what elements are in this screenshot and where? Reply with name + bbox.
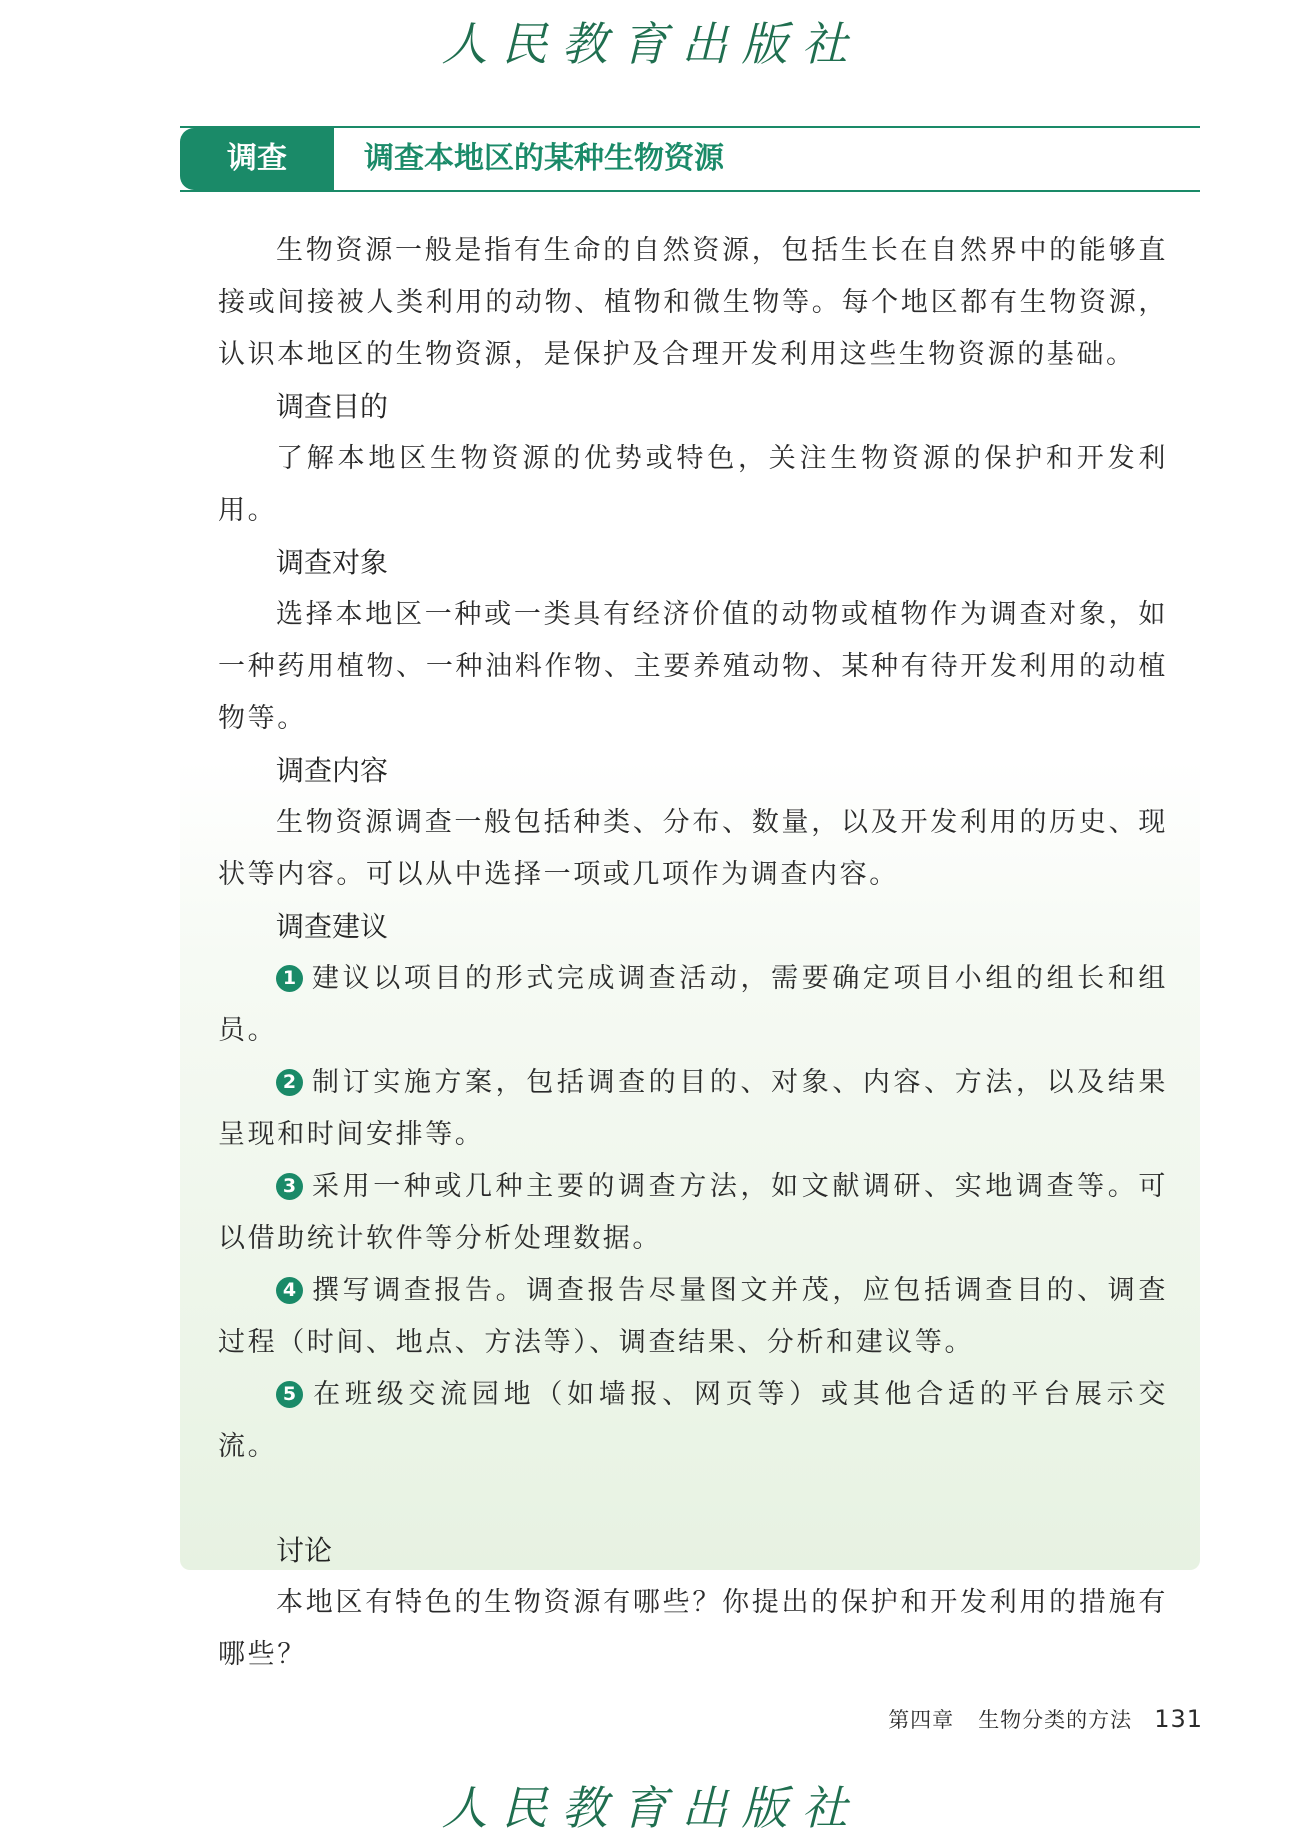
suggestion-text: 采用一种或几种主要的调查方法，如文献调研、实地调查等。可以借助统计软件等分析处理数据。 [218,1171,1168,1254]
suggestion-item [218,1369,1168,1473]
object-heading: 调查对象 [276,546,389,579]
section-title: 调查本地区的某种生物资源 [364,141,724,176]
footer-chapter-title: 生物分类的方法 [978,1708,1133,1732]
content-heading: 调查内容 [276,754,389,787]
suggestion-item [218,953,1168,1057]
suggestion-item [218,1161,1168,1265]
number-badge-icon: 2 [276,1069,303,1096]
object-text: 选择本地区一种或一类具有经济价值的动物或植物作为调查对象，如一种药用植物、一种油料作物、主要养殖动物、某种有待开发利用的动植物等。 [218,599,1168,734]
discussion-text: 本地区有特色的生物资源有哪些？你提出的保护和开发利用的措施有哪些？ [218,1587,1168,1670]
suggestions-heading: 调查建议 [276,910,389,943]
suggestion-text: 在班级交流园地（如墙报、网页等）或其他合适的平台展示交流。 [218,1379,1168,1462]
spacer [218,1473,1168,1525]
suggestion-text: 撰写调查报告。调查报告尽量图文并茂，应包括调查目的、调查过程（时间、地点、方法等）、调查结果、分析和建议等。 [218,1275,1168,1358]
section-tag: 调查 [180,128,334,190]
page-footer [888,1704,1203,1734]
number-badge-icon: 1 [276,965,303,992]
suggestion-text: 建议以项目的形式完成调查活动，需要确定项目小组的组长和组员。 [218,963,1168,1046]
publisher-watermark-bottom: 人民教育出版社 [441,1781,862,1835]
header-line-bottom [180,190,1200,192]
footer-chapter: 第四章 [888,1708,955,1732]
number-badge-icon: 3 [276,1173,303,1200]
purpose-heading: 调查目的 [276,390,389,423]
suggestion-item [218,1057,1168,1161]
publisher-watermark-top: 人民教育出版社 [441,17,862,71]
intro-paragraph: 生物资源一般是指有生命的自然资源，包括生长在自然界中的能够直接或间接被人类利用的动物、植物和微生物等。每个地区都有生物资源，认识本地区的生物资源，是保护及合理开发利用这些生物资源的基础。 [218,235,1168,370]
content-body [218,225,1168,1681]
page-number: 131 [1154,1705,1203,1733]
suggestion-item [218,1265,1168,1369]
number-badge-icon: 4 [276,1277,303,1304]
discussion-heading: 讨论 [276,1534,333,1567]
suggestion-text: 制订实施方案，包括调查的目的、对象、内容、方法，以及结果呈现和时间安排等。 [218,1067,1168,1150]
purpose-text: 了解本地区生物资源的优势或特色，关注生物资源的保护和开发利用。 [218,443,1168,526]
number-badge-icon: 5 [276,1381,303,1408]
content-text: 生物资源调查一般包括种类、分布、数量，以及开发利用的历史、现状等内容。可以从中选择一项或几项作为调查内容。 [218,807,1168,890]
